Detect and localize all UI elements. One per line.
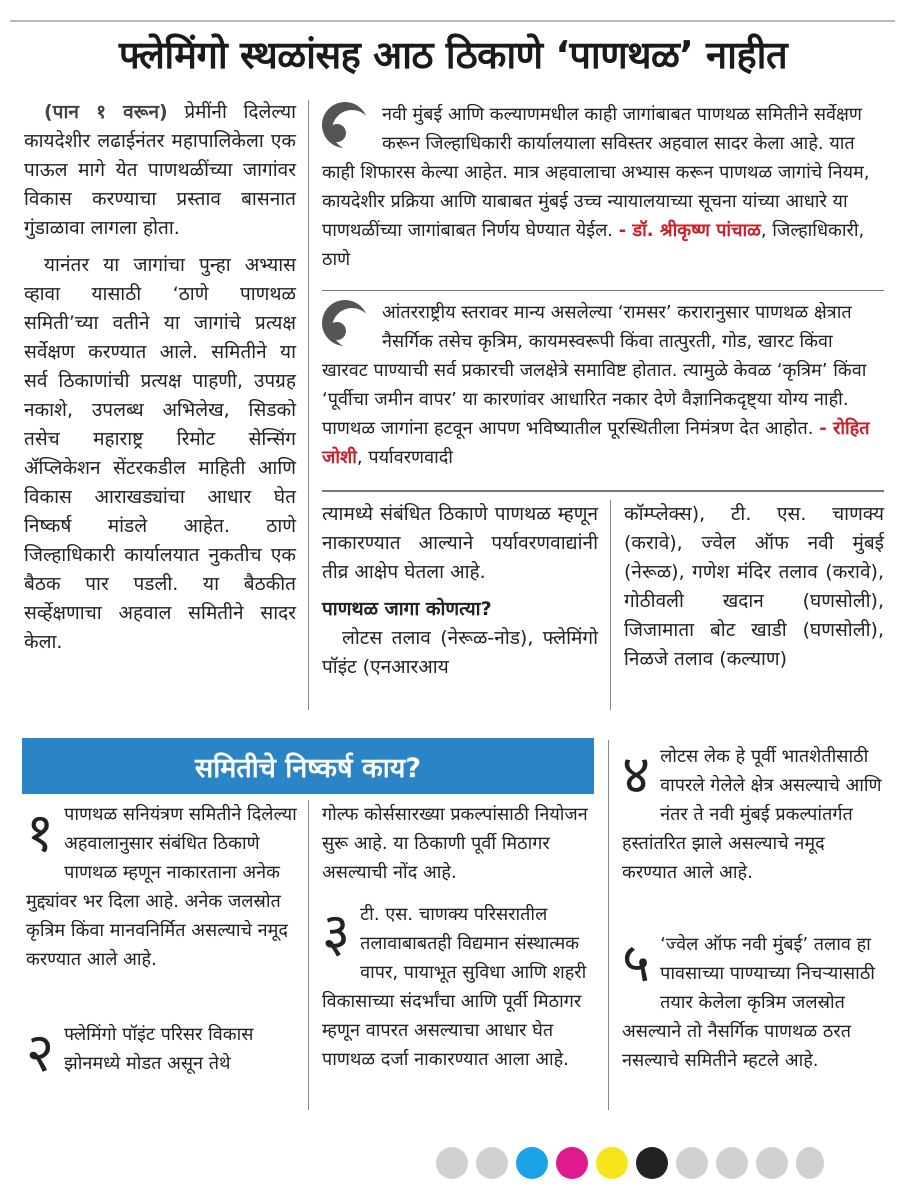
middle-paragraph-2: लोटस तलाव (नेरूळ-नोड), फ्लेमिंगो पॉइंट (एनआरआय [322, 627, 598, 678]
subheading-wetland-sites: पाणथळ जागा कोणत्या? [322, 598, 492, 620]
finding-4 [622, 742, 884, 887]
quote-environmentalist-role: , पर्यावरणवादी [356, 447, 453, 468]
grey-dot [756, 1147, 788, 1179]
cyan-dot [516, 1147, 548, 1179]
left-paragraph-1 [24, 98, 296, 243]
finding-number: २ [26, 1021, 55, 1084]
finding-2 [26, 1020, 298, 1084]
left-column [24, 98, 296, 665]
column-divider [610, 500, 611, 710]
quote-collector-text: नवी मुंबई आणि कल्याणमधील काही जागांबाबत पाणथळ समितीने सर्वेक्षण करून जिल्हाधिकारी कार्यालयाला सविस्तर अहवाल सादर केला आहे. यात काही शिफारस केल्या आहेत. मात्र अहवालाचा अभ्यास करून पाणथळ जागांचे नियम, कायदेशीर प्रक्रिया आणि याबाबत मुंबई उच्च न्यायालयाच्या सूचना यांच्या आधारे या पाणथळींच्या जागांबाबत निर्णय घेण्यात येईल. [322, 104, 870, 241]
finding-text: फ्लेमिंगो पॉइंट परिसर विकास झोनमध्ये मोडत असून तेथे [64, 1024, 254, 1074]
headline: फ्लेमिंगो स्थळांसह आठ ठिकाणे ‘पाणथळ’ नाहीत [118, 33, 788, 77]
quote-collector-role: , जिल्हाधिकारी, ठाणे [322, 220, 865, 270]
finding-number: ५ [622, 931, 651, 994]
grey-dot [676, 1147, 708, 1179]
right-paragraph-1: कॉम्प्लेक्स), टी. एस. चाणक्य (करावे), ज्वेल ऑफ नवी मुंबई (नेरूळ), गणेश मंदिर तलाव (करावे), गोठीवली खदान (घणसोली), जिजामाता बोट खाडी (घणसोली), निळजे तलाव (कल्याण) [624, 503, 884, 670]
quote-icon [322, 300, 374, 354]
finding-text: लोटस लेक हे पूर्वी भातशेतीसाठी वापरले गेलेले क्षेत्र असल्याचे आणि नंतर ते नवी मुंबई प्रकल्पांतर्गत हस्तांतरित झाले असल्याचे नमूद करण्यात आले आहे. [622, 746, 882, 883]
finding-text: पाणथळ सनियंत्रण समितीने दिलेल्या अहवालानुसार संबंधित ठिकाणे पाणथळ म्हणून नाकारताना अनेक मुद्द्यांवर भर दिला आहे. अनेक जलस्रोत कृत्रिम किंवा मानवनिर्मित असल्याचे नमूद करण्यात आले आहे. [26, 804, 297, 970]
finding-text: गोल्फ कोर्ससारख्या प्रकल्पांसाठी नियोजन सुरू आहे. या ठिकाणी पूर्वी मिठागर असल्याची नोंद आहे. [322, 804, 588, 883]
finding-number: ४ [622, 743, 651, 806]
finding-1 [26, 800, 298, 974]
finding-3 [322, 900, 598, 1074]
column-divider [308, 100, 309, 710]
quote-collector [322, 100, 884, 274]
right-column [624, 500, 884, 682]
finding-text: ‘ज्वेल ऑफ नवी मुंबई’ तलाव हा पावसाच्या पाण्याच्या निचऱ्यासाठी तयार केलेला कृत्रिम जलस्रोत असल्याने तो नैसर्गिक पाणथळ ठरत नसल्याचे समितीने म्हटले आहे. [622, 934, 875, 1071]
top-rule [10, 20, 895, 22]
page-reference: (पान १ वरून) [44, 101, 168, 123]
column-divider [608, 740, 609, 1110]
findings-banner-title: समितीचे निष्कर्ष काय? [194, 753, 422, 784]
quote-divider [322, 290, 884, 291]
magenta-dot [556, 1147, 588, 1179]
left-paragraph-2: यानंतर या जागांचा पुन्हा अभ्यास व्हावा यासाठी ‘ठाणे पाणथळ समिती’च्या वतीने या जागांचे प्रत्यक्ष सर्वेक्षण करण्यात आले. समितीने या सर्व ठिकाणांची प्रत्यक्ष पाहणी, उपग्रह नकाशे, उपलब्ध अभिलेख, सिडको तसेच महाराष्ट्र रिमोट सेन्सिंग ॲप्लिकेशन सेंटरकडील माहिती आणि विकास आराखड्यांचा आधार घेत निष्कर्ष मांडले आहेत. ठाणे जिल्हाधिकारी कार्यालयात नुकतीच एक बैठक पार पडली. या बैठकीत सर्व्हेक्षणाचा अहवाल समितीने सादर केला. [24, 254, 296, 653]
finding-text: टी. एस. चाणक्य परिसरातील तलावाबाबतही विद्यमान संस्थात्मक वापर, पायाभूत सुविधा आणि शहरी विकासाच्या संदर्भांचा आणि पूर्वी मिठागर म्हणून वापरत असल्याचा आधार घेत पाणथळ दर्जा नाकारण्यात आला आहे. [322, 904, 587, 1070]
grey-dot [796, 1147, 824, 1179]
column-divider [308, 800, 309, 1110]
grey-dot [716, 1147, 748, 1179]
grey-dot [436, 1147, 468, 1179]
quote-environmentalist-author: - रोहित जोशी [322, 418, 870, 468]
quote-collector-author: - डॉ. श्रीकृष्ण पांचाळ [618, 220, 761, 241]
grey-dot [476, 1147, 508, 1179]
finding-5 [622, 930, 884, 1075]
section-divider [322, 490, 884, 492]
findings-banner [22, 738, 594, 794]
quote-environmentalist-text: आंतरराष्ट्रीय स्तरावर मान्य असलेल्या ‘रामसर’ करारानुसार पाणथळ क्षेत्रात नैसर्गिक तसेच कृत्रिम, कायमस्वरूपी किंवा तात्पुरती, गोड, खारट किंवा खारवट पाण्याची सर्व प्रकारची जलक्षेत्रे समाविष्ट होतात. त्यामुळे केवळ ‘कृत्रिम’ किंवा ‘पूर्वीचा जमीन वापर’ या कारणांवर आधारित नकार देणे वैज्ञानिकदृष्ट्या योग्य नाही. पाणथळ जागांना हटवून आपण भविष्यातील पूरस्थितीला निमंत्रण देत आहोत. [322, 302, 867, 439]
finding-2-continued [322, 800, 598, 887]
yellow-dot [596, 1147, 628, 1179]
finding-number: ३ [322, 901, 351, 964]
middle-column [322, 500, 598, 690]
quote-icon [322, 102, 374, 156]
black-dot [636, 1147, 668, 1179]
quote-environmentalist [322, 298, 884, 472]
middle-paragraph-1: त्यामध्ये संबंधित ठिकाणे पाणथळ म्हणून नाकारण्यात आल्याने पर्यावरणवाद्यांनी तीव्र आक्षेप घेतला आहे. [322, 503, 598, 583]
left-paragraph-1-text: प्रेमींनी दिलेल्या कायदेशीर लढाईनंतर महापालिकेला एक पाऊल मागे येत पाणथळींच्या जागांवर विकास करण्याचा प्रस्ताव बासनात गुंडाळावा लागला होता. [24, 101, 297, 239]
finding-number: १ [26, 801, 55, 864]
